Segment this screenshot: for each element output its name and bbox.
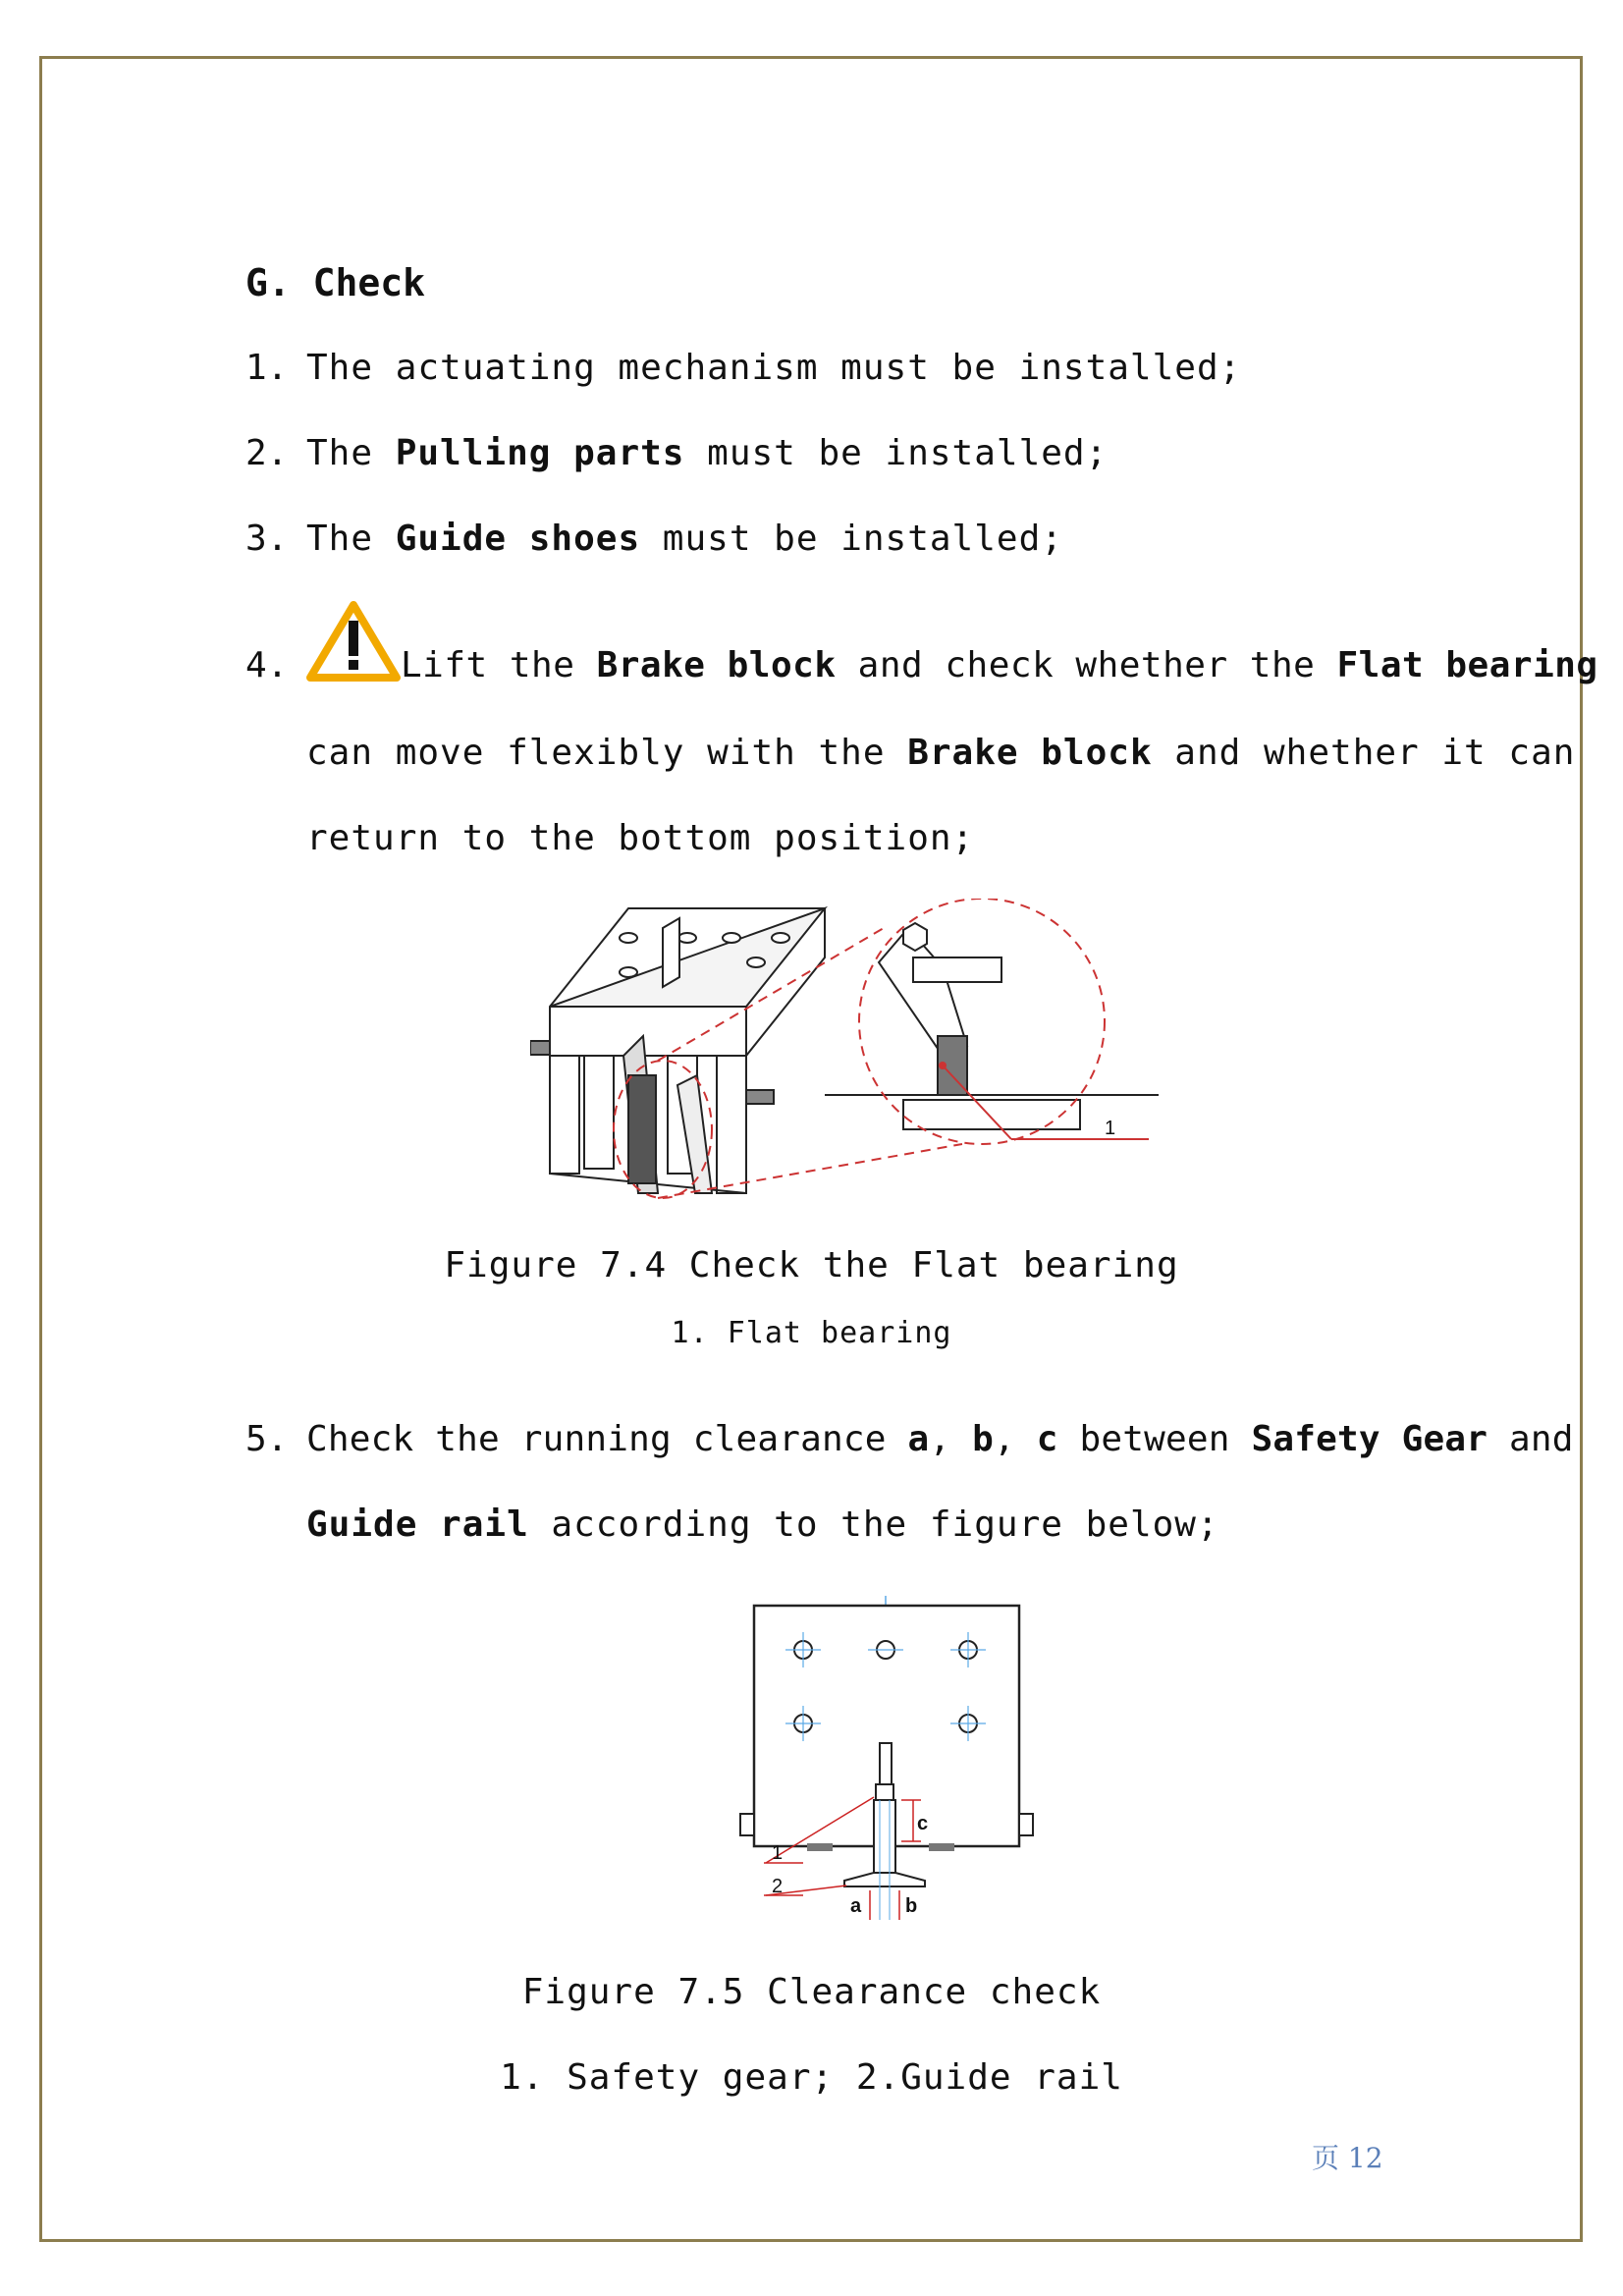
item-number-2: 2. (245, 433, 289, 473)
figure-7-4-caption: Figure 7.4 Check the Flat bearing (444, 1245, 1179, 1285)
item-text-5-line-1: Check the running clearance a, b, c between Safety Gear and (306, 1419, 1574, 1459)
item-text-3: The Guide shoes must be installed; (306, 519, 1063, 559)
item-text-2: The Pulling parts must be installed; (306, 433, 1109, 473)
item-number-1: 1. (245, 348, 289, 388)
figure-7-4-legend: 1. Flat bearing (671, 1316, 952, 1350)
item-text-4-line-2: can move flexibly with the Brake block and whether it can (306, 733, 1576, 773)
figure-7-5-label-c: c (917, 1813, 929, 1834)
item-number-4: 4. (245, 645, 289, 685)
warning-triangle-icon (306, 599, 401, 682)
figure-7-5-drawing (736, 1596, 1051, 1922)
item-text-1: The actuating mechanism must be installed; (306, 348, 1242, 388)
figure-7-5-label-1: 1 (772, 1842, 784, 1864)
figure-7-5-legend: 1. Safety gear; 2.Guide rail (500, 2057, 1123, 2098)
figure-7-5-label-a: a (850, 1895, 862, 1917)
item-number-5: 5. (245, 1419, 289, 1459)
figure-7-5-label-b: b (905, 1895, 918, 1917)
section-heading: G. Check (245, 261, 426, 304)
page-number: 页 12 (1312, 2142, 1383, 2174)
figure-7-5-caption: Figure 7.5 Clearance check (521, 1972, 1102, 2012)
figure-7-5-label-2: 2 (772, 1876, 784, 1897)
item-number-3: 3. (245, 519, 289, 559)
item-text-4-line-3: return to the bottom position; (306, 818, 975, 858)
item-text-5-line-2: Guide rail according to the figure below; (306, 1504, 1219, 1545)
item-text-4-line-1: Lift the Brake block and check whether the Flat bearing (401, 645, 1598, 685)
figure-7-4-drawing (530, 899, 1159, 1205)
figure-7-4-callout: 1 (1105, 1118, 1116, 1139)
